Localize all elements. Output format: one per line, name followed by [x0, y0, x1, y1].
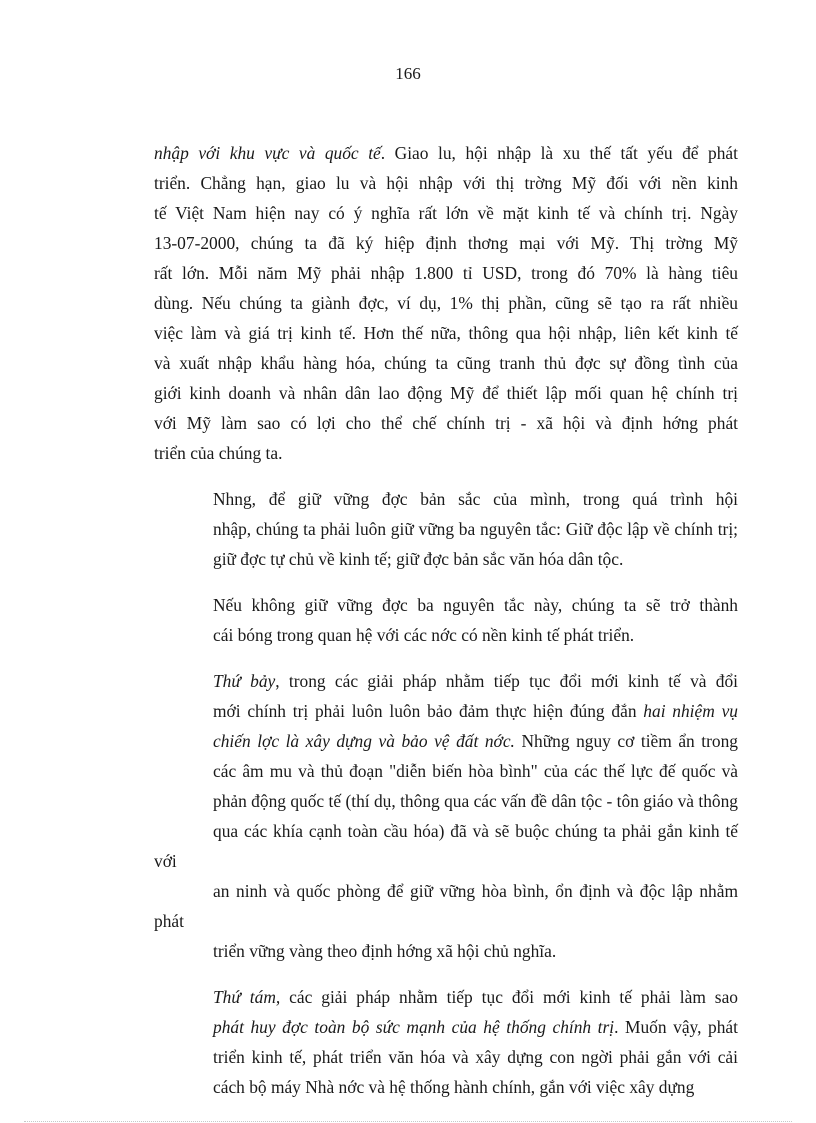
text-line	[154, 138, 738, 168]
text-line	[154, 378, 738, 408]
text-run: triển của chúng ta.	[154, 443, 283, 463]
paragraph	[154, 484, 738, 574]
text-run: với Mỹ làm sao có lợi cho thể chế chính trị - xã hội và định hớng phát	[154, 413, 738, 433]
text-run: an ninh và quốc phòng để giữ vững hòa bình, ổn định và độc lập nhằm phát	[154, 881, 738, 931]
text-run: nhập, chúng ta phải luôn giữ vững ba nguyên tắc: Giữ độc lập về chính trị;	[213, 519, 738, 539]
text-run: việc làm và giá trị kinh tế. Hơn thế nữa, thông qua hội nhập, liên kết kinh tế	[154, 323, 738, 343]
italic-text: chiến lợc là xây dựng và bảo vệ đất nớc.	[213, 731, 515, 751]
text-run: dùng. Nếu chúng ta giành đợc, ví dụ, 1% thị phần, cũng sẽ tạo ra rất nhiều	[154, 293, 738, 313]
text-run: các âm mu và thủ đoạn "diễn biến hòa bình" của các thế lực đế quốc và	[213, 761, 738, 781]
text-line	[154, 756, 738, 786]
text-run: triển. Chẳng hạn, giao lu và hội nhập với thị trờng Mỹ đối với nền kinh	[154, 173, 738, 193]
text-line	[154, 348, 738, 378]
text-run: rất lớn. Mỗi năm Mỹ phải nhập 1.800 tỉ USD, trong đó 70% là hàng tiêu	[154, 263, 738, 283]
paragraph	[154, 590, 738, 650]
text-line	[154, 544, 738, 574]
paragraph	[154, 138, 738, 468]
text-line	[154, 696, 738, 726]
page-number: 166	[395, 64, 421, 83]
italic-text: Thứ bảy	[213, 671, 276, 691]
text-run: cái bóng trong quan hệ với các nớc có nền kinh tế phát triển.	[213, 625, 635, 645]
text-line	[154, 936, 738, 966]
body-text	[154, 138, 738, 1102]
text-line	[154, 228, 738, 258]
text-run: và xuất nhập khẩu hàng hóa, chúng ta cũng tranh thủ đợc sự đồng tình của	[154, 353, 738, 373]
text-line	[154, 1012, 738, 1042]
text-run: , trong các giải pháp nhằm tiếp tục đổi mới kinh tế và đổi	[275, 671, 738, 691]
text-run: tế Việt Nam hiện nay có ý nghĩa rất lớn về mặt kinh tế và chính trị. Ngày	[154, 203, 738, 223]
text-run: triển vững vàng theo định hớng xã hội chủ nghĩa.	[213, 941, 557, 961]
italic-text: Thứ tám,	[213, 987, 281, 1007]
text-run: giữ đợc tự chủ về kinh tế; giữ đợc bản sắc văn hóa dân tộc.	[213, 549, 624, 569]
text-run: cách bộ máy Nhà nớc và hệ thống hành chính, gắn với việc xây dựng	[213, 1077, 695, 1097]
text-line	[154, 288, 738, 318]
text-line	[154, 876, 738, 936]
text-line	[154, 408, 738, 438]
text-line	[154, 484, 738, 514]
text-line	[154, 786, 738, 816]
italic-text: nhập với khu vực và quốc tế	[154, 143, 381, 163]
paragraph	[154, 666, 738, 966]
text-run: . Giao lu, hội nhập là xu thế tất yếu để phát	[380, 143, 738, 163]
text-run: giới kinh doanh và nhân dân lao động Mỹ để thiết lập mối quan hệ chính trị	[154, 383, 738, 403]
text-line	[154, 318, 738, 348]
text-line	[154, 590, 738, 620]
text-run: . Muốn vậy, phát	[614, 1017, 738, 1037]
text-run: Những nguy cơ tiềm ẩn trong	[514, 731, 738, 751]
text-line	[154, 1042, 738, 1072]
text-line	[154, 816, 738, 876]
text-line	[154, 198, 738, 228]
text-run: Nếu không giữ vững đợc ba nguyên tắc này, chúng ta sẽ trở thành	[213, 595, 738, 615]
text-run: phản động quốc tế (thí dụ, thông qua các vấn đề dân tộc - tôn giáo và thông	[213, 791, 738, 811]
text-line	[154, 168, 738, 198]
paragraph	[154, 982, 738, 1102]
text-line	[154, 514, 738, 544]
text-line	[154, 438, 738, 468]
text-line	[154, 620, 738, 650]
text-line	[154, 726, 738, 756]
text-run: các giải pháp nhằm tiếp tục đổi mới kinh tế phải làm sao	[280, 987, 738, 1007]
text-run: 13-07-2000, chúng ta đã ký hiệp định thơng mại với Mỹ. Thị trờng Mỹ	[154, 233, 738, 253]
italic-text: phát huy đợc toàn bộ sức mạnh của hệ thống chính trị	[213, 1017, 615, 1037]
text-run: mới chính trị phải luôn luôn bảo đảm thực hiện đúng đắn	[213, 701, 644, 721]
text-line	[154, 982, 738, 1012]
text-run: qua các khía cạnh toàn cầu hóa) đã và sẽ buộc chúng ta phải gắn kinh tế với	[154, 821, 738, 871]
text-line	[154, 258, 738, 288]
italic-text: hai nhiệm vụ	[643, 701, 738, 721]
text-run: triển kinh tế, phát triển văn hóa và xây dựng con ngời phải gắn với cải	[213, 1047, 738, 1067]
text-line	[154, 666, 738, 696]
text-run: Nhng, để giữ vững đợc bản sắc của mình, trong quá trình hội	[213, 489, 738, 509]
text-line	[154, 1072, 738, 1102]
bottom-border	[24, 1121, 792, 1122]
